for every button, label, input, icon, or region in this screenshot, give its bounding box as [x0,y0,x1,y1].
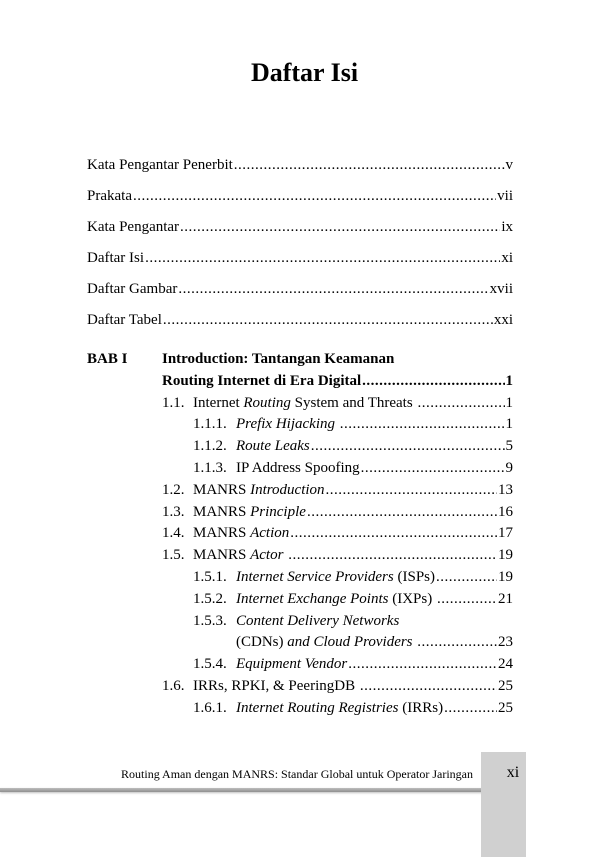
toc-entry-text: IP Address Spoofing [236,459,360,476]
toc-entry-text: and Cloud Providers [287,634,413,651]
section-number: 1.1.1. [193,416,227,433]
toc-entry[interactable] [87,274,513,305]
toc-entry[interactable] [87,150,513,181]
chapter-toc [87,349,513,720]
toc-entry-text: MANRS [193,547,251,564]
section-number: 1.1.3. [193,459,227,476]
toc-entry[interactable] [193,414,513,436]
page-ref: 1 [505,416,513,433]
toc-entry-text: Content Delivery Networks [236,612,400,629]
toc-entry-text: Routing [243,394,291,411]
toc-entry-label: Prakata [87,188,132,204]
page-ref: 23 [498,634,513,651]
dot-leader [362,371,504,393]
dot-leader [163,305,493,336]
dot-leader [340,414,505,436]
dot-leader [417,393,504,415]
chapter-title-line2[interactable] [162,371,513,393]
dot-leader [178,274,488,305]
toc-entry-text: Route Leaks [236,438,310,455]
section-number: 1.5.4. [193,656,227,673]
toc-entry-text: (CDNs) [236,634,288,651]
page-ref: 16 [498,503,513,520]
toc-entry[interactable] [162,523,513,545]
toc-entry-label: Daftar Isi [87,250,145,266]
toc-entry[interactable] [193,567,513,589]
toc-entry-text: IRRs, RPKI, & PeeringDB [193,677,359,694]
dot-leader [290,523,497,545]
toc-entry-text: (IRRs) [398,699,444,716]
toc-entry[interactable] [193,436,513,458]
toc-entry-text: Internet Exchange Points [236,590,389,607]
page-ref: 21 [498,590,513,607]
dot-leader [326,480,497,502]
toc-entry-label: Daftar Gambar [87,281,178,297]
page-title: Daftar Isi [250,58,359,87]
toc-entry-text: System and Threats [290,394,417,411]
page-ref: 25 [498,677,513,694]
page-ref: xi [501,250,513,266]
toc-entry-text: MANRS [193,481,251,498]
section-number: 1.1.2. [193,438,227,455]
page-ref: ix [501,219,513,235]
page-ref: 9 [505,459,513,476]
section-number: 1.2. [162,481,185,498]
section-number: 1.4. [162,525,185,542]
toc-entry[interactable] [193,654,513,676]
dot-leader [145,243,500,274]
toc-entry-continuation[interactable] [236,632,513,654]
page-ref: 1 [505,394,513,411]
toc-entry-text: Actor [250,547,284,564]
toc-entry[interactable] [87,212,513,243]
dot-leader [288,545,497,567]
chapter-label: BAB I [87,351,128,367]
toc-entry-label: Kata Pengantar Penerbit [87,157,233,173]
page-ref: 5 [505,438,513,455]
toc-entry[interactable] [193,458,513,480]
page-ref: 17 [498,525,513,542]
page-ref: 19 [498,568,513,585]
dot-leader [436,567,497,589]
section-number: 1.6.1. [193,699,227,716]
section-number: 1.5. [162,547,185,564]
section-number: 1.5.3. [193,612,227,629]
section-number: 1.5.2. [193,590,227,607]
dot-leader [444,698,497,720]
toc-entry-text: Action [250,525,290,542]
section-number: 1.3. [162,503,185,520]
toc-entry-text: MANRS [193,503,251,520]
running-footer-title: Routing Aman dengan MANRS: Standar Global untuk Operator Jaringan [121,767,473,781]
dot-leader [311,436,505,458]
section-number: 1.1. [162,394,185,411]
toc-entry[interactable] [162,480,513,502]
chapter-title-text: Routing Internet di Era Digital [162,372,362,389]
toc-entry-text [335,414,339,436]
toc-entry[interactable] [162,502,513,524]
dot-leader [360,676,497,698]
toc-entry-text: Internet Service Providers [236,568,394,585]
page-ref: 24 [498,656,513,673]
toc-entry[interactable] [87,243,513,274]
page-ref: 1 [505,372,513,389]
dot-leader [348,654,497,676]
toc-entry-text: Introduction [250,481,325,498]
dot-leader [437,589,497,611]
toc-entry[interactable] [193,589,513,611]
page-ref: 13 [498,481,513,498]
page-ref: v [505,157,513,173]
page-ref: 19 [498,547,513,564]
toc-entry-text: (ISPs) [393,568,435,585]
toc-entry[interactable] [87,181,513,212]
dot-leader [307,502,497,524]
dot-leader [361,458,505,480]
dot-leader [234,150,505,181]
dot-leader [417,632,497,654]
page-ref: vii [497,188,513,204]
footer-rule [0,788,523,792]
page-ref: 25 [498,699,513,716]
toc-entry-text: Internet Routing Registries [236,699,399,716]
toc-entry[interactable] [87,305,513,336]
page-ref: xvii [489,281,513,297]
toc-entry[interactable] [162,393,513,415]
toc-entry[interactable] [162,545,513,567]
front-matter-toc [87,150,513,336]
chapter-title-line1[interactable] [162,349,513,371]
toc-entry[interactable] [162,676,513,698]
chapter-title-text: Introduction: Tantangan Keamanan [162,351,395,367]
toc-entry[interactable] [193,611,513,633]
toc-entry-text: Prefix Hijacking [236,416,335,433]
toc-entry-label: Daftar Tabel [87,312,162,328]
page-number: xi [506,764,520,781]
section-number: 1.5.1. [193,568,227,585]
section-number: 1.6. [162,677,185,694]
toc-entry-text: Internet [193,394,244,411]
toc-entry-text [413,632,417,654]
page-ref: xxi [493,312,513,328]
toc-entry-text [283,545,287,567]
toc-entry-label: Kata Pengantar [87,219,180,235]
toc-entry-text: MANRS [193,525,251,542]
dot-leader [180,212,500,243]
toc-entry[interactable] [193,698,513,720]
toc-entry-text: Principle [250,503,306,520]
toc-entry-text: (IXPs) [388,590,436,607]
dot-leader [133,181,496,212]
toc-entry-text: Equipment Vendor [236,656,348,673]
